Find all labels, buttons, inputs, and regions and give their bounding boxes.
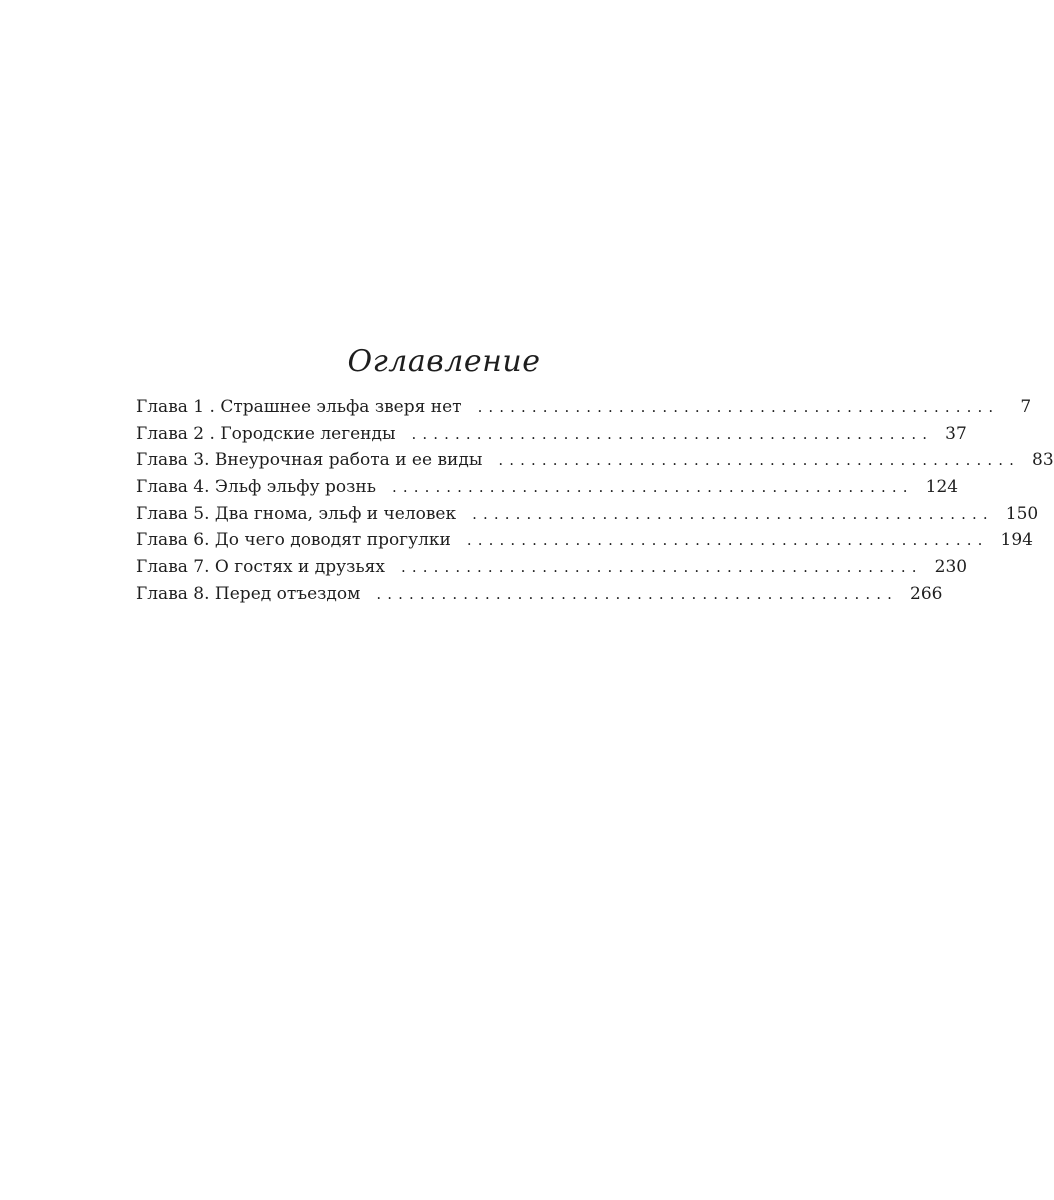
dot-leader: ................................................: [498, 451, 1021, 470]
toc-chapter-title: Глава 5. Два гнома, эльф и человек: [136, 503, 457, 524]
dot-leader: ................................................: [411, 424, 934, 443]
toc-page-number: 150: [1005, 503, 1039, 524]
toc-page-number: 7: [1020, 397, 1032, 417]
dot-leader: ................................................: [376, 584, 899, 603]
toc-entry: [136, 394, 1032, 421]
toc-entry: [136, 501, 1039, 528]
toc-chapter-title: Глава 7. О гостях и друзьях: [136, 557, 385, 578]
toc-chapter-title: Глава 3. Внеурочная работа и ее виды: [136, 450, 483, 471]
toc-title: Оглавление: [347, 344, 541, 379]
toc-page-number: 83: [1032, 450, 1054, 471]
toc-entry: [136, 554, 968, 581]
dot-leader: ................................................: [391, 478, 914, 497]
dot-leader: ................................................: [466, 531, 989, 550]
toc-chapter-title: Глава 6. До чего доводят прогулки: [136, 530, 451, 551]
toc-page-number: 124: [925, 477, 959, 498]
toc-entry: [136, 421, 967, 448]
toc-chapter-title: Глава 4. Эльф эльфу рознь: [136, 477, 376, 498]
toc-entry: [136, 527, 1033, 554]
dot-leader: ................................................: [400, 558, 923, 577]
table-of-contents: [136, 340, 1054, 608]
dot-leader: ................................................: [477, 398, 1000, 416]
toc-list: [136, 394, 1054, 608]
toc-chapter-title: Глава 2 . Городские легенды: [136, 423, 396, 444]
toc-entry: [136, 474, 959, 501]
toc-page-number: 230: [934, 557, 968, 578]
toc-page-number: 266: [910, 583, 943, 604]
dot-leader: ................................................: [472, 504, 994, 523]
toc-chapter-title: Глава 1 . Страшнее эльфа зверя нет: [136, 397, 462, 417]
toc-entry: [136, 447, 1054, 474]
toc-page-number: 194: [1000, 530, 1033, 551]
toc-entry: [136, 581, 943, 608]
toc-chapter-title: Глава 8. Перед отъездом: [136, 583, 361, 604]
toc-page-number: 37: [945, 423, 967, 444]
